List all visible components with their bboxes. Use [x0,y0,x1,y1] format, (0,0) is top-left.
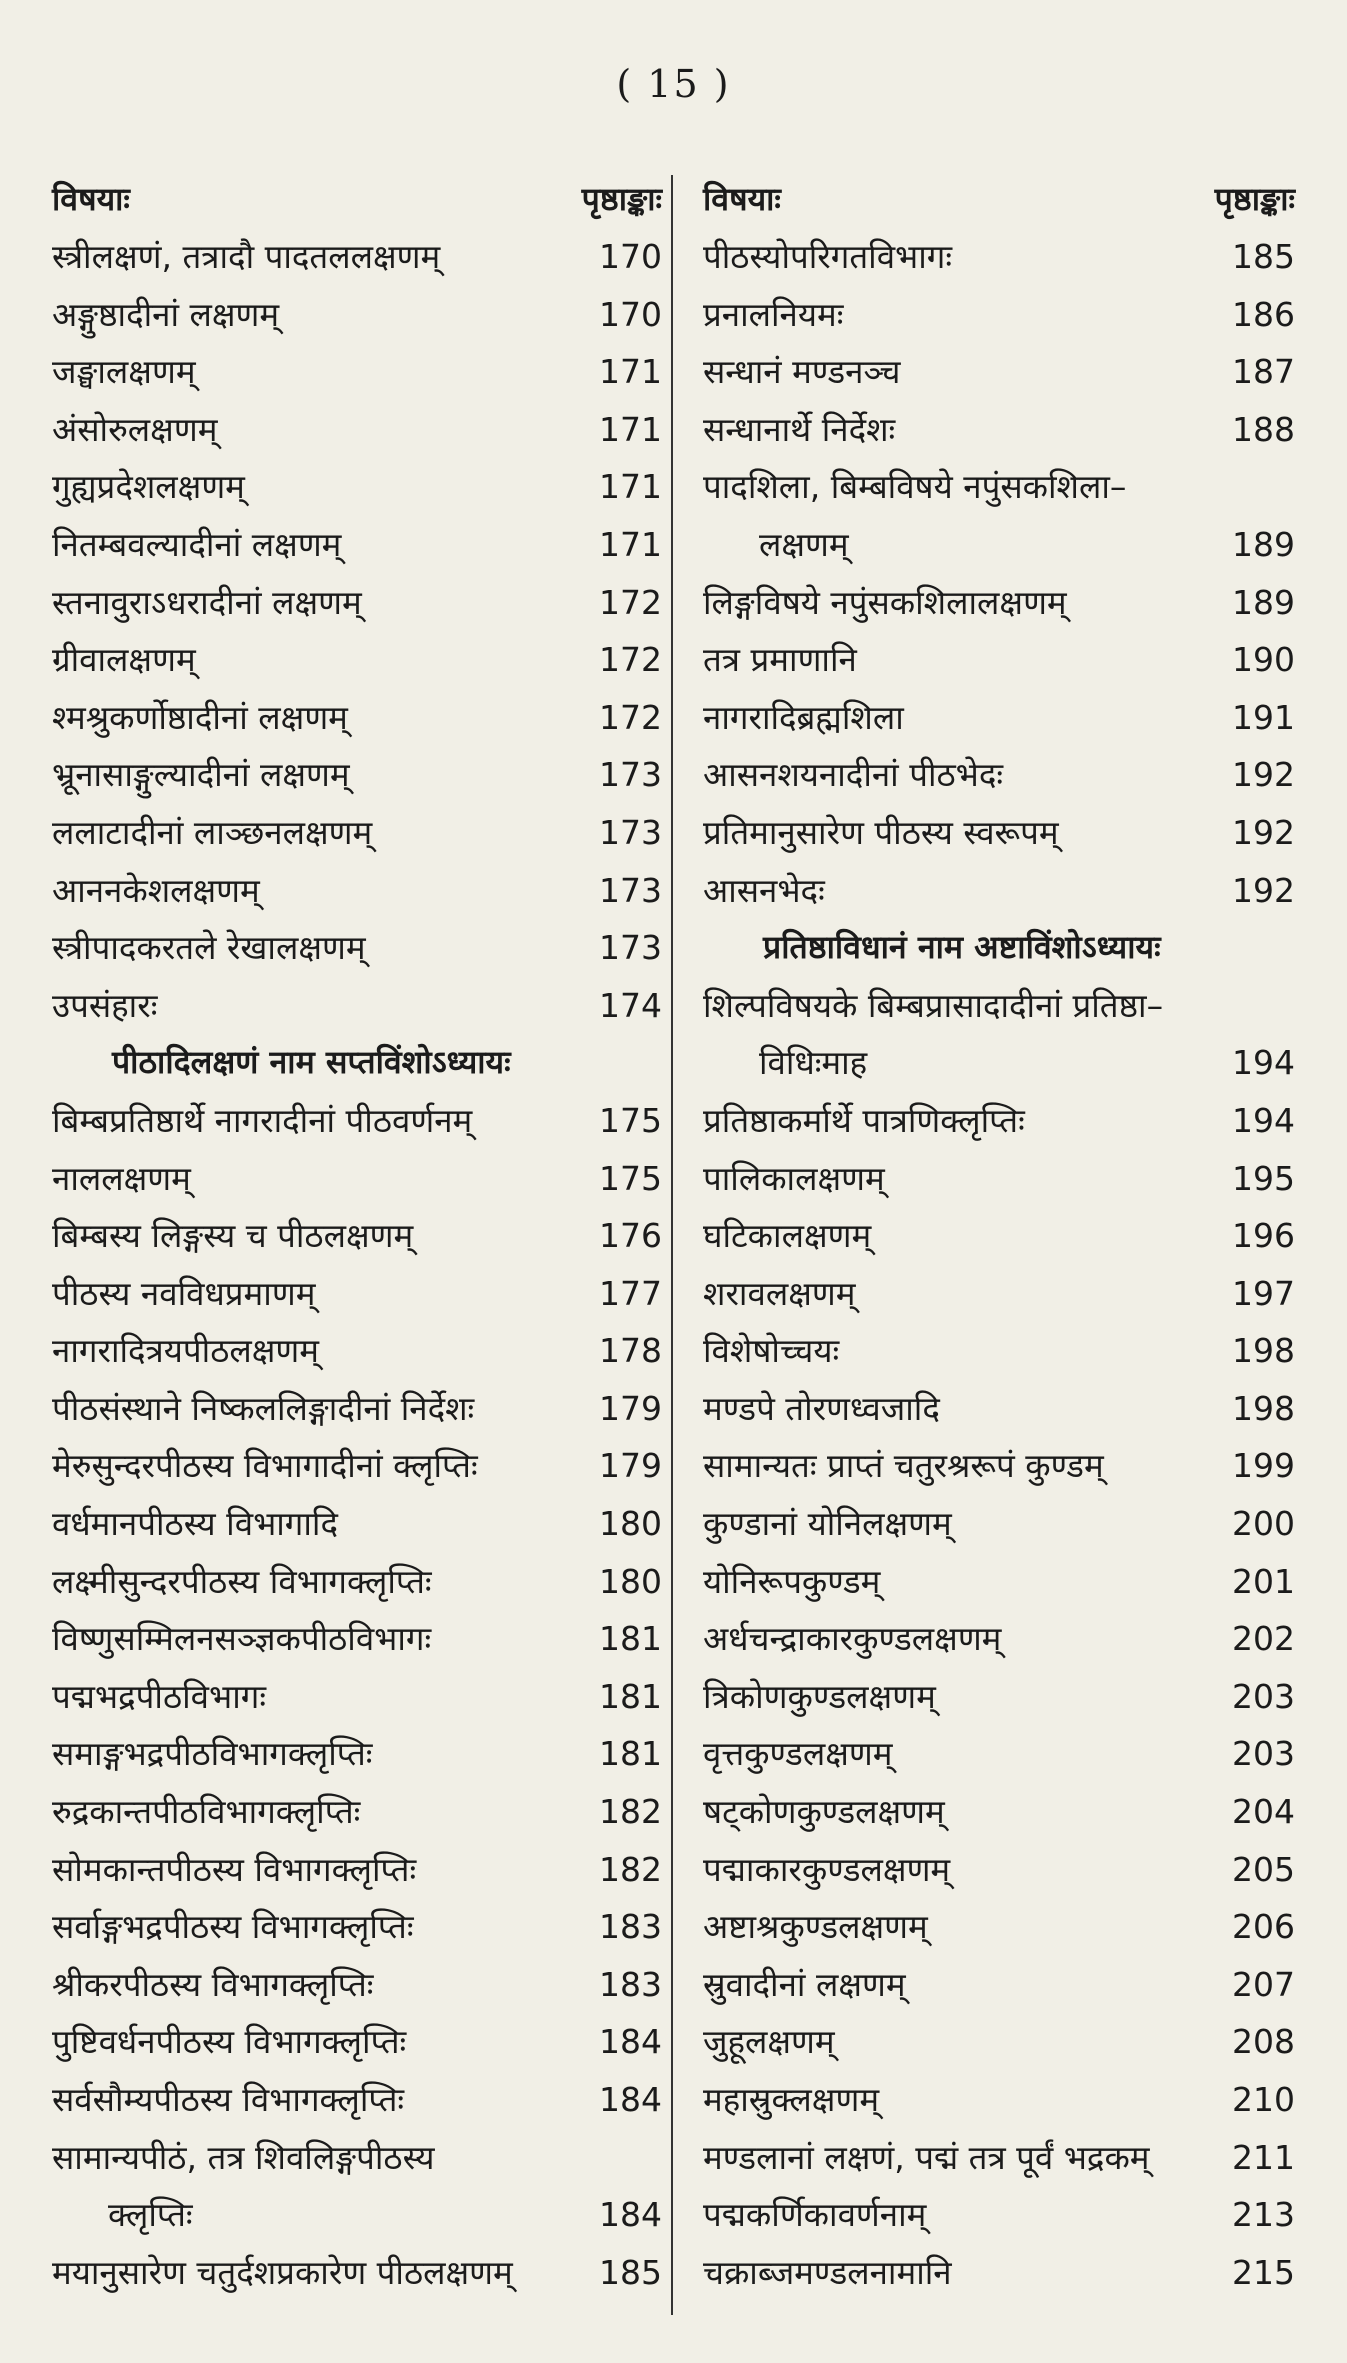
toc-entry [52,1956,662,2014]
toc-entry [703,1725,1295,1783]
entry-page: 203 [1232,1734,1295,1774]
toc-entry [52,1207,662,1265]
entry-page: 190 [1232,640,1295,680]
entry-title: स्त्रीपादकरतले रेखालक्षणम् [52,928,366,968]
entry-page: 183 [599,1907,662,1947]
entry-page: 172 [599,582,662,622]
entry-title: पद्मकर्णिकावर्णनाम् [703,2195,927,2235]
toc-entry [52,574,662,632]
toc-entry [703,1495,1295,1553]
toc-entry [52,1092,662,1150]
entry-page: 174 [599,985,662,1025]
entry-page: 181 [599,1619,662,1659]
toc-entry [52,862,662,920]
entry-page: 198 [1232,1388,1295,1428]
entry-title: प्रनालनियमः [703,294,844,334]
entry-page: 210 [1232,2080,1295,2119]
entry-page: 192 [1232,870,1295,910]
entry-title: सर्वसौम्यपीठस्य विभागक्लृप्तिः [52,2080,405,2119]
entry-title: मयानुसारेण चतुर्दशप्रकारेण पीठलक्षणम् [52,2252,513,2292]
entry-page: 184 [599,2080,662,2119]
toc-entry [52,1898,662,1956]
entry-title: सन्धानं मण्डनञ्च [703,352,901,392]
entry-page: 194 [1232,1043,1295,1083]
entry-page: 205 [1232,1849,1295,1889]
entry-title: रुद्रकान्तपीठविभागक्लृप्तिः [52,1792,361,1832]
toc-entry [52,1783,662,1841]
entry-title: मेरुसुन्दरपीठस्य विभागादीनां क्लृप्तिः [52,1446,478,1486]
entry-title: उपसंहारः [52,985,158,1025]
entry-title: नागरादित्रयपीठलक्षणम् [52,1331,320,1371]
entry-title: पीठस्योपरिगतविभागः [703,237,953,276]
entry-title: पीठसंस्थाने निष्कललिङ्गादीनां निर्देशः [52,1388,475,1428]
entry-title-cont: लक्षणम् [759,524,849,564]
entry-page: 173 [599,755,662,795]
toc-entry [52,401,662,459]
left-header [52,168,662,228]
entry-page: 182 [599,1849,662,1889]
toc-entry [703,631,1295,689]
entry-page: 185 [599,2252,662,2292]
chapter-title: पीठादिलक्षणं नाम सप्तविंशोऽध्यायः [112,1043,511,1082]
toc-entry [703,1783,1295,1841]
toc-entry [703,1092,1295,1150]
left-entries-a [52,228,662,1034]
entry-page: 170 [599,294,662,334]
entry-page: 184 [599,2195,662,2235]
toc-entry [52,516,662,574]
entry-title: नागरादिब्रह्मशिला [703,697,904,737]
entry-title: स्त्रीलक्षणं, तत्रादौ पादतललक्षणम् [52,237,441,276]
entry-page: 195 [1232,1158,1295,1198]
toc-entry [703,2129,1295,2187]
chapter-title: प्रतिष्ठाविधानं नाम अष्टाविंशोऽध्यायः [763,928,1161,967]
entry-title: अंसोरुलक्षणम् [52,409,218,449]
right-header [703,168,1295,228]
entry-page: 180 [599,1504,662,1544]
entry-page: 202 [1232,1619,1295,1659]
entry-page: 171 [599,352,662,392]
toc-entry [52,2013,662,2071]
entry-page: 172 [599,697,662,737]
toc-entry [52,343,662,401]
entry-title: सन्धानार्थे निर्देशः [703,409,896,449]
toc-entry [703,977,1295,1092]
entry-page: 200 [1232,1504,1295,1544]
toc-entry [703,1265,1295,1323]
entry-title: जङ्घालक्षणम् [52,352,196,392]
entry-title: अष्टाश्रकुण्डलक्षणम् [703,1907,928,1947]
entry-title: अङ्गुष्ठादीनां लक्षणम् [52,294,280,334]
entry-title: गुह्यप्रदेशलक्षणम् [52,467,245,507]
entry-page: 178 [599,1331,662,1371]
entry-page: 183 [599,1964,662,2004]
toc-entry [52,2129,662,2244]
toc-entry [703,1207,1295,1265]
toc-entry [52,1380,662,1438]
entry-page: 189 [1232,582,1295,622]
entry-title: स्तनावुराऽधरादीनां लक्षणम् [52,582,362,622]
entry-title: अर्धचन्द्राकारकुण्डलक्षणम् [703,1619,1002,1659]
entry-title: षट्कोणकुण्डलक्षणम् [703,1792,945,1832]
entry-title: प्रतिमानुसारेण पीठस्य स्वरूपम् [703,812,1059,852]
entry-page: 179 [599,1446,662,1486]
toc-entry [703,2244,1295,2302]
entry-title: त्रिकोणकुण्डलक्षणम् [703,1676,936,1716]
entry-title: शरावलक्षणम् [703,1273,856,1313]
entry-page: 188 [1232,409,1295,449]
entry-title: श्रीकरपीठस्य विभागक्लृप्तिः [52,1964,374,2004]
toc-entry [52,1725,662,1783]
entry-page: 198 [1232,1331,1295,1371]
entry-page: 175 [599,1100,662,1140]
entry-title: पद्माकारकुण्डलक्षणम् [703,1849,951,1889]
entry-page: 173 [599,870,662,910]
entry-title: सोमकान्तपीठस्य विभागक्लृप्तिः [52,1849,417,1889]
entry-title: जुहूलक्षणम् [703,2022,835,2062]
entry-title: ललाटादीनां लाञ्छनलक्षणम् [52,812,373,852]
toc-entry [703,1610,1295,1668]
toc-entry [52,1841,662,1899]
entry-page: 208 [1232,2022,1295,2062]
toc-entry [703,689,1295,747]
entry-title: पीठस्य नवविधप्रमाणम् [52,1273,316,1313]
toc-entry [52,1322,662,1380]
subject-heading: विषयाः [703,179,781,218]
toc-entry [52,1265,662,1323]
entry-page: 171 [599,409,662,449]
entry-page: 177 [599,1273,662,1313]
toc-entry [703,1668,1295,1726]
entry-title: सामान्यतः प्राप्तं चतुरश्ररूपं कुण्डम् [703,1446,1104,1486]
entry-title: आननकेशलक्षणम् [52,870,260,910]
entry-title: प्रतिष्ठाकर्मार्थे पात्रणिक्लृप्तिः [703,1100,1025,1140]
entry-title-cont: क्लृप्तिः [108,2195,193,2235]
toc-entry [703,804,1295,862]
toc-entry [703,746,1295,804]
toc-entry [52,1610,662,1668]
entry-title: पद्मभद्रपीठविभागः [52,1676,267,1716]
entry-page: 192 [1232,755,1295,795]
right-entries-c [703,1092,1295,2301]
right-column [703,168,1295,2301]
toc-entry [703,458,1295,573]
entry-title: महास्रुक्लक्षणम् [703,2080,880,2119]
toc-entry [703,2013,1295,2071]
toc-entry [703,2186,1295,2244]
toc-entry [703,2071,1295,2129]
toc-entry [703,862,1295,920]
toc-entry [52,804,662,862]
toc-entry [52,2071,662,2129]
toc-entry [52,919,662,977]
toc-entry [52,746,662,804]
entry-title: स्रुवादीनां लक्षणम् [703,1964,906,2004]
toc-entry [52,458,662,516]
toc-entry [52,1668,662,1726]
entry-page: 203 [1232,1676,1295,1716]
entry-page: 211 [1232,2137,1295,2177]
entry-page: 204 [1232,1792,1295,1832]
toc-entry [52,1150,662,1208]
toc-entry [703,1150,1295,1208]
entry-page: 173 [599,812,662,852]
toc-entry [703,1322,1295,1380]
toc-entry [703,1956,1295,2014]
entry-title: योनिरूपकुण्डम् [703,1561,881,1601]
entry-page: 172 [599,640,662,680]
entry-page: 185 [1232,237,1295,276]
entry-page: 173 [599,928,662,968]
toc-entry [52,2244,662,2302]
entry-title: चक्राब्जमण्डलनामानि [703,2252,952,2292]
entry-page: 201 [1232,1561,1295,1601]
toc-entry [52,689,662,747]
entry-page: 186 [1232,294,1295,334]
toc-entry [703,401,1295,459]
entry-title: श्मश्रुकर्णोष्ठादीनां लक्षणम् [52,697,348,737]
toc-entry [703,286,1295,344]
entry-title: भ्रूनासाङ्गुल्यादीनां लक्षणम् [52,755,350,795]
entry-title: ग्रीवालक्षणम् [52,640,196,680]
entry-title: समाङ्गभद्रपीठविभागक्लृप्तिः [52,1734,373,1774]
entry-page: 171 [599,467,662,507]
entry-page: 181 [599,1734,662,1774]
toc-entry [703,574,1295,632]
toc-entry [52,977,662,1035]
toc-entry [703,1553,1295,1611]
entry-page: 191 [1232,697,1295,737]
entry-title: नितम्बवल्यादीनां लक्षणम् [52,524,342,564]
entry-title: सामान्यपीठं, तत्र शिवलिङ्गपीठस्य [52,2137,435,2177]
entry-page: 197 [1232,1273,1295,1313]
entry-title: शिल्पविषयके बिम्बप्रासादादीनां प्रतिष्ठा– [703,985,1164,1025]
entry-title: पालिकालक्षणम् [703,1158,885,1198]
entry-page: 206 [1232,1907,1295,1947]
toc-entry [52,1437,662,1495]
toc-entry [703,228,1295,286]
entry-page: 213 [1232,2195,1295,2235]
entry-title-cont: विधिःमाह [759,1043,868,1083]
entry-title: घटिकालक्षणम् [703,1216,872,1256]
subject-heading: विषयाः [52,179,130,218]
entry-title: पादशिला, बिम्बविषये नपुंसकशिला– [703,467,1127,507]
toc-entry [703,343,1295,401]
toc-entry [52,286,662,344]
entry-title: कुण्डानां योनिलक्षणम् [703,1504,952,1544]
toc-entry [703,1380,1295,1438]
left-column [52,168,662,2301]
entry-title: वर्धमानपीठस्य विभागादि [52,1504,339,1544]
entry-title: बिम्बप्रतिष्ठार्थे नागरादीनां पीठवर्णनम् [52,1100,473,1140]
entry-title: पुष्टिवर्धनपीठस्य विभागक्लृप्तिः [52,2022,407,2062]
entry-page: 175 [599,1158,662,1198]
entry-title: आसनभेदः [703,870,825,910]
entry-page: 196 [1232,1216,1295,1256]
toc-entry [52,1553,662,1611]
entry-page: 199 [1232,1446,1295,1486]
entry-title: आसनशयनादीनां पीठभेदः [703,755,1004,795]
entry-page: 207 [1232,1964,1295,2004]
entry-title: मण्डलानां लक्षणं, पद्मं तत्र पूर्वं भद्रकम् [703,2137,1150,2177]
entry-page: 184 [599,2022,662,2062]
right-entries-b [703,574,1295,920]
toc-entry [703,1841,1295,1899]
entry-title: बिम्बस्य लिङ्गस्य च पीठलक्षणम् [52,1216,414,1256]
page-heading: पृष्ठाङ्काः [1214,179,1295,218]
entry-title: मण्डपे तोरणध्वजादि [703,1388,940,1428]
entry-page: 176 [599,1216,662,1256]
page-heading: पृष्ठाङ्काः [581,179,662,218]
toc-entry [52,631,662,689]
entry-page: 171 [599,524,662,564]
entry-title: विशेषोच्चयः [703,1331,840,1371]
toc-entry [52,1495,662,1553]
entry-page: 192 [1232,812,1295,852]
entry-page: 189 [1232,524,1295,564]
entry-title: सर्वाङ्गभद्रपीठस्य विभागक्लृप्तिः [52,1907,414,1947]
entry-page: 181 [599,1676,662,1716]
toc-entry [52,228,662,286]
entry-title: तत्र प्रमाणानि [703,640,857,680]
column-divider [671,175,673,2315]
entry-page: 187 [1232,352,1295,392]
entry-title: लिङ्गविषये नपुंसकशिलालक्षणम् [703,582,1067,622]
entry-page: 180 [599,1561,662,1601]
left-entries-b [52,1092,662,2129]
toc-entry [703,1898,1295,1956]
entry-page: 215 [1232,2252,1295,2292]
entry-title: नाललक्षणम् [52,1158,191,1198]
entry-page: 170 [599,237,662,276]
entry-title: वृत्तकुण्डलक्षणम् [703,1734,893,1774]
entry-page: 179 [599,1388,662,1428]
entry-page: 194 [1232,1100,1295,1140]
entry-title: लक्ष्मीसुन्दरपीठस्य विभागक्लृप्तिः [52,1561,432,1601]
toc-entry [703,1437,1295,1495]
page-number: ( 15 ) [616,62,731,106]
entry-page: 182 [599,1792,662,1832]
entry-title: विष्णुसम्मिलनसञ्ज्ञकपीठविभागः [52,1619,432,1659]
right-entries-a [703,228,1295,458]
